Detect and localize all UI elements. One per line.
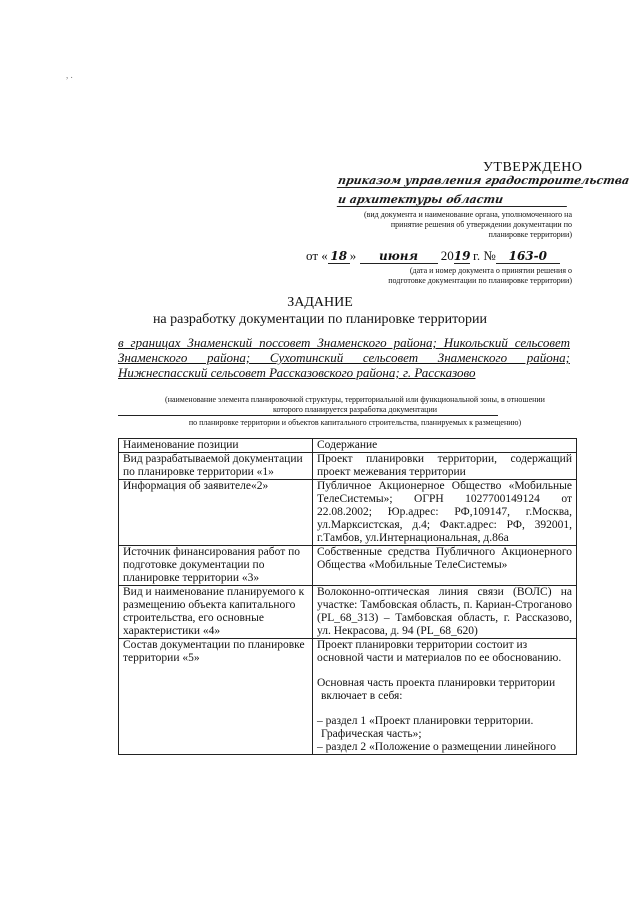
header-content: Содержание [313, 439, 577, 453]
document-title: ЗАДАНИЕ [287, 295, 353, 310]
date-prefix: от « [306, 248, 328, 263]
date-quote: » [349, 248, 357, 263]
handwritten-authority-line-2: и архитектуры области [337, 193, 569, 207]
date-day: 18 [328, 249, 350, 264]
spacer [317, 665, 572, 677]
row-content [313, 639, 577, 755]
table-header-row [119, 439, 577, 453]
header-position: Наименование позиции [119, 439, 313, 453]
year-tail: г. № [469, 248, 496, 263]
table-row [119, 586, 577, 639]
spacer [317, 703, 572, 715]
row-position: Вид и наименование планируемого к размещению объекта капитального строительства, его основные характеристики «4» [119, 586, 313, 639]
handwritten-authority-line-1: приказом управления градостроительства [336, 174, 631, 187]
approval-heading: УТВЕРЖДЕНО [483, 160, 583, 175]
objects-note: по планировке территории и объектов капитального строительства, планируемых к размещению) [188, 418, 522, 427]
document-subtitle: на разработку документации по планировке территории [152, 312, 488, 327]
row-position: Источник финансирования работ по подготовке документации по планировке территории «3» [119, 546, 313, 586]
stray-mark: , . [66, 70, 73, 80]
date-month: июня [360, 249, 438, 264]
row-position: Вид разрабатываемой документации по планировке территории «1» [119, 453, 313, 480]
row-content: Публичное Акционерное Общество «Мобильные ТелеСистемы»; ОГРН 1027700149124 от 22.08.2002; Юр.адрес: РФ,109147, г.Москва, ул.Марксистская, д.4; Факт.адрес: РФ, 392001, г.Тамбов, ул.Интернациональная, д.86а [313, 480, 577, 546]
content-line: Графическая часть»; [321, 728, 422, 740]
date-number-note: (дата и номер документа о принятии решения о подготовке документации по планировке территории) [388, 266, 572, 285]
table-row [119, 453, 577, 480]
content-line: – раздел 1 «Проект планировки территории. [317, 715, 534, 727]
decision-number: 163-0 [496, 249, 560, 264]
decision-date-line [306, 248, 560, 264]
table-row [119, 639, 577, 755]
row-content: Проект планировки территории, содержащий проект межевания территории [313, 453, 577, 480]
year-prefix: 20 [440, 248, 454, 263]
content-line: Основная часть проекта планировки территории [317, 677, 556, 689]
row-position: Информация об заявителе«2» [119, 480, 313, 546]
row-content: Собственные средства Публичного Акционерного Общества «Мобильные ТелеСистемы» [313, 546, 577, 586]
task-table [118, 438, 577, 755]
document-type-note: (вид документа и наименование органа, уполномоченного на принятие решения об утверждении документации по планировке территории) [363, 210, 572, 239]
content-line: основной части и материалов по ее обоснованию. [317, 652, 562, 664]
row-position: Состав документации по планировке территории «5» [119, 639, 313, 755]
row-content: Волоконно-оптическая линия связи (ВОЛС) на участке: Тамбовская область, п. Кариан-Строганово (PL_68_313) – Тамбовская область, г. Рассказово, ул. Некрасова, д. 94 (PL_68_620) [313, 586, 577, 639]
boundaries-note: (наименование элемента планировочной структуры, территориальной или функциональной зоны, в отношении которого планируется разработка документации [165, 395, 545, 414]
date-year: 19 [453, 249, 471, 263]
table-row [119, 480, 577, 546]
content-line: – раздел 2 «Положение о размещении линейного [317, 741, 556, 753]
table-row [119, 546, 577, 586]
content-line: Проект планировки территории состоит из [317, 639, 528, 651]
blank-line [118, 415, 498, 416]
content-line: включает в себя: [321, 690, 403, 702]
planning-boundaries: в границах Знаменский поссовет Знаменского района; Никольский сельсовет Знаменского района; Сухотинский сельсовет Знаменского района; Нижнеспасский сельсовет Рассказовского района; г. Рассказово [118, 335, 570, 380]
